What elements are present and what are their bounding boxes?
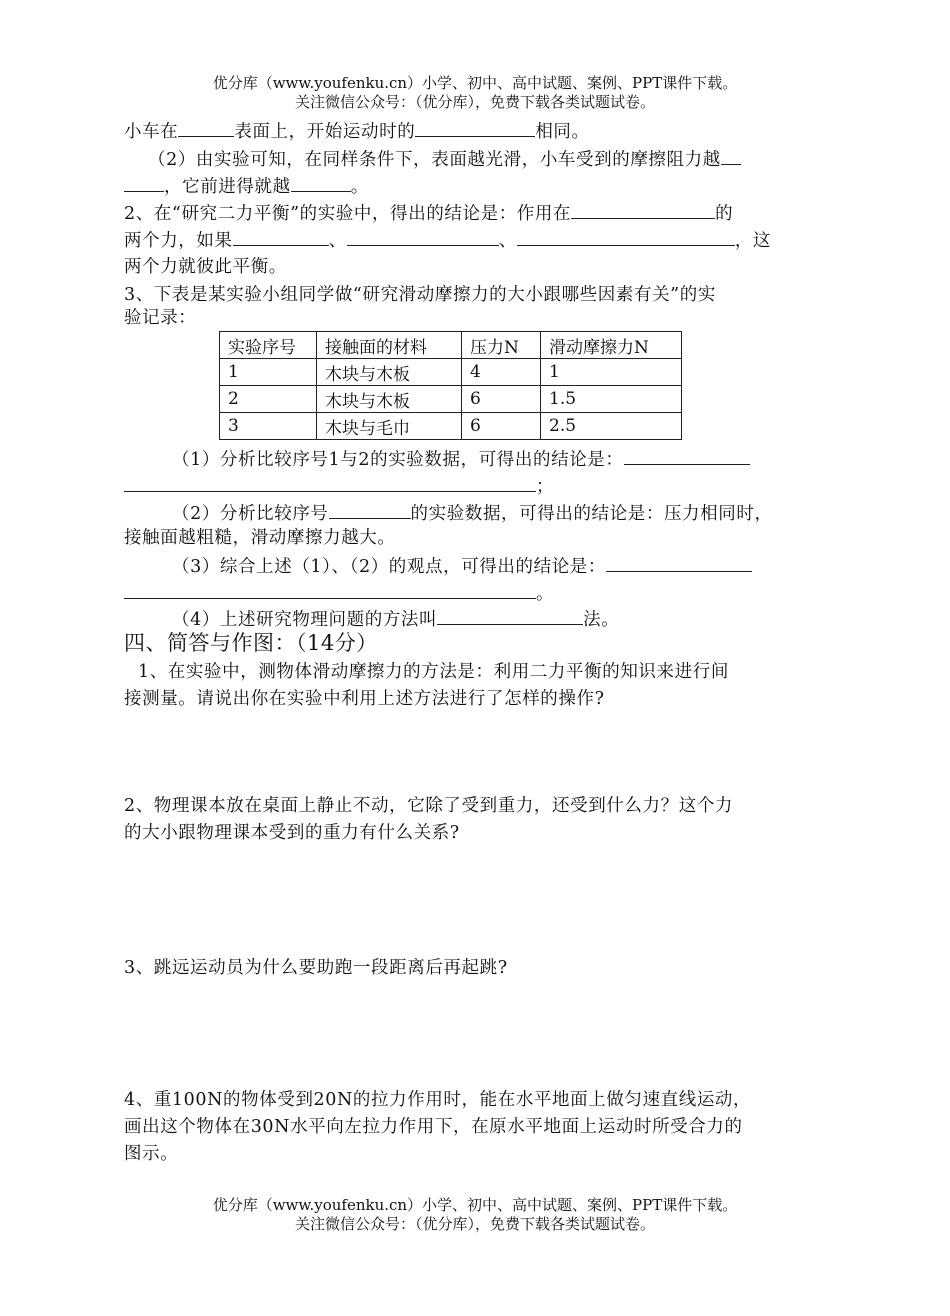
q1-line-c xyxy=(124,173,369,200)
q2-text: ，这 xyxy=(734,231,772,251)
header-line-1: 优分库（www.youfenku.cn）小学、初中、高中试题、案例、PPT课件下载。 xyxy=(212,74,738,92)
q3-text: （1）分析比较序号1与2的实验数据，可得出的结论是： xyxy=(172,450,624,470)
q2-text: 、 xyxy=(498,231,517,251)
blank-7 xyxy=(233,227,329,246)
q3-text: 。 xyxy=(536,584,555,604)
q1-text: 表面上，开始运动时的 xyxy=(234,122,416,142)
q2-line-2 xyxy=(124,227,771,254)
section-4-title: 四、简答与作图：（14分） xyxy=(124,631,378,655)
s4-q4-line-3: 图示。 xyxy=(124,1144,179,1164)
table-row xyxy=(220,413,682,440)
table-header-cell: 实验序号 xyxy=(220,332,317,359)
s4-q2-line-1: 2、物理课本放在桌面上静止不动，它除了受到重力，还受到什么力？这个力 xyxy=(124,796,734,816)
table-cell: 1 xyxy=(541,359,682,386)
q1-text: 。 xyxy=(350,177,369,197)
table-cell: 4 xyxy=(462,359,541,386)
blank-12 xyxy=(329,500,411,519)
blank-14 xyxy=(124,580,536,599)
blank-1 xyxy=(178,118,234,137)
q3-s2-line-1 xyxy=(172,500,773,527)
table-cell: 6 xyxy=(462,413,541,440)
q3-s2-line-2: 接触面越粗糙，滑动摩擦力越大。 xyxy=(124,528,396,548)
q1-line-a xyxy=(124,118,590,145)
q3-s1-line-1 xyxy=(172,446,750,473)
q3-text: （2）分析比较序号 xyxy=(172,504,329,524)
q1-text: ，它前进得就越 xyxy=(164,177,291,197)
table-cell: 2 xyxy=(220,386,317,413)
s4-q2-line-2: 的大小跟物理课本受到的重力有什么关系? xyxy=(124,823,460,843)
q3-s3-line-1 xyxy=(172,553,752,580)
q3-text: 的实验数据，可得出的结论是：压力相同时， xyxy=(410,504,773,524)
q1-line-b xyxy=(148,146,741,173)
q3-text: 法。 xyxy=(583,610,620,630)
footer-line-2: 关注微信公众号：（优分库），免费下载各类试题试卷。 xyxy=(294,1215,655,1233)
blank-6 xyxy=(571,200,715,219)
q3-text: ； xyxy=(536,477,555,497)
table-header-cell: 接触面的材料 xyxy=(317,332,462,359)
q3-s3-line-2 xyxy=(124,580,554,607)
q2-text: 、 xyxy=(328,231,347,251)
q3-line-1: 3、下表是某实验小组同学做“研究滑动摩擦力的大小跟哪些因素有关”的实 xyxy=(124,285,716,305)
blank-13 xyxy=(606,553,752,572)
table-header-row xyxy=(220,332,682,359)
blank-5 xyxy=(291,173,351,192)
q1-text: 小车在 xyxy=(124,122,179,142)
s4-q1-line-2: 接测量。请说出你在实验中利用上述方法进行了怎样的操作? xyxy=(124,689,605,709)
table-cell: 3 xyxy=(220,413,317,440)
table-cell: 木块与木板 xyxy=(317,386,462,413)
blank-8 xyxy=(347,227,499,246)
q2-line-1 xyxy=(124,200,733,227)
table-cell: 6 xyxy=(462,386,541,413)
table-cell: 1.5 xyxy=(541,386,682,413)
table-cell: 木块与毛巾 xyxy=(317,413,462,440)
blank-2 xyxy=(415,118,535,137)
q1-text: 相同。 xyxy=(535,122,590,142)
table-cell: 1 xyxy=(220,359,317,386)
table-row xyxy=(220,386,682,413)
q1-text: （2）由实验可知，在同样条件下，表面越光滑，小车受到的摩擦阻力越 xyxy=(148,150,721,170)
experiment-table xyxy=(219,331,682,440)
q3-s1-line-2 xyxy=(124,473,554,500)
header-line-2: 关注微信公众号：（优分库），免费下载各类试题试卷。 xyxy=(294,93,655,111)
s4-q4-line-1: 4、重100N的物体受到20N的拉力作用时，能在水平地面上做匀速直线运动， xyxy=(124,1090,752,1110)
s4-q3-line-1: 3、跳远运动员为什么要助跑一段距离后再起跳? xyxy=(124,958,508,978)
s4-q4-line-2: 画出这个物体在30N水平向左拉力作用下，在原水平地面上运动时所受合力的 xyxy=(124,1117,743,1137)
table-cell: 木块与木板 xyxy=(317,359,462,386)
table-cell: 2.5 xyxy=(541,413,682,440)
q2-text: 的 xyxy=(715,204,734,224)
blank-9 xyxy=(517,227,735,246)
q3-line-2: 验记录： xyxy=(124,308,197,328)
q2-text: 2、在“研究二力平衡”的实验中，得出的结论是：作用在 xyxy=(124,204,572,224)
blank-10 xyxy=(624,446,750,465)
table-row xyxy=(220,359,682,386)
q2-text: 两个力，如果 xyxy=(124,231,233,251)
q2-line-3: 两个力就彼此平衡。 xyxy=(124,257,287,277)
blank-15 xyxy=(437,606,583,625)
q3-text: （3）综合上述（1）、（2）的观点，可得出的结论是： xyxy=(172,557,607,577)
footer-line-1: 优分库（www.youfenku.cn）小学、初中、高中试题、案例、PPT课件下载。 xyxy=(212,1196,738,1214)
blank-4 xyxy=(124,173,164,192)
table-header-cell: 压力N xyxy=(462,332,541,359)
blank-3 xyxy=(721,146,741,165)
q3-text: （4）上述研究物理问题的方法叫 xyxy=(172,610,438,630)
s4-q1-line-1: 1、在实验中，测物体滑动摩擦力的方法是：利用二力平衡的知识来进行间 xyxy=(138,662,729,682)
table-header-cell: 滑动摩擦力N xyxy=(541,332,682,359)
blank-11 xyxy=(124,473,536,492)
